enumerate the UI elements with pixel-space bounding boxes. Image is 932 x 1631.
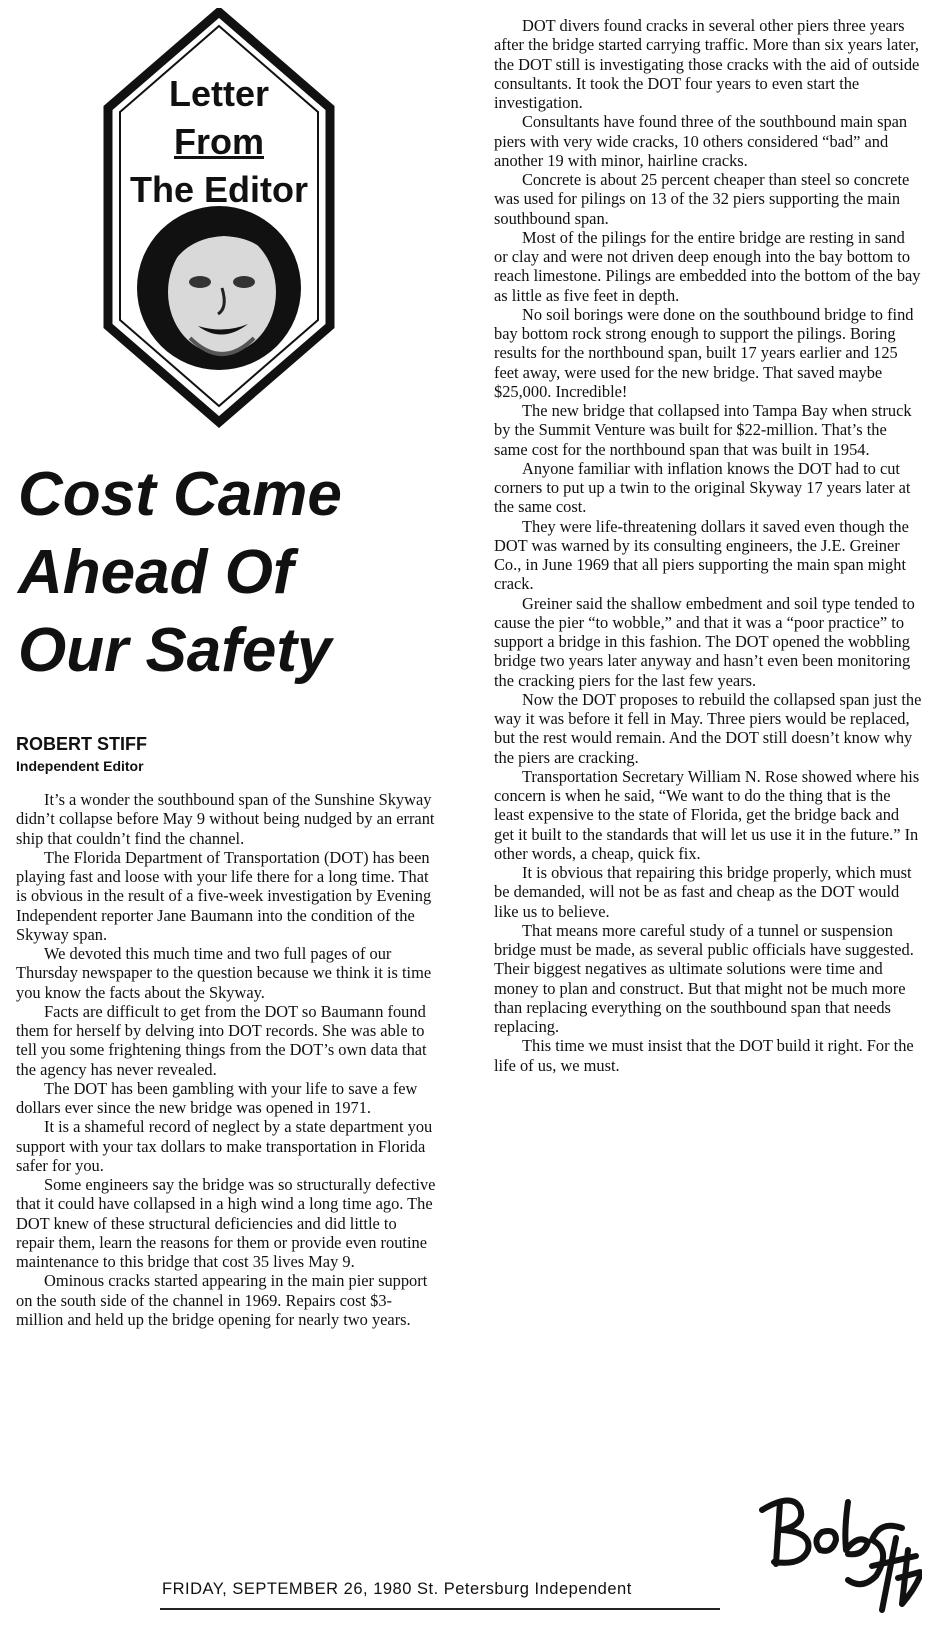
paragraph: That means more careful study of a tunnel or suspension bridge must be made, as several public officials have suggested. Their biggest negatives as ultimate solutions were time and money to plan and construct. But that might not be much more than replacing everything on the southbound span that needs replacing.	[494, 920, 914, 1036]
paragraph: Now the DOT proposes to rebuild the collapsed span just the way it was before it fell in May. Three piers would be replaced, but the rest would remain. And the DOT still doesn’t know why the piers are cracking.	[494, 689, 922, 767]
paragraph: The Florida Department of Transportation (DOT) has been playing fast and loose with your life there for a long time. That is obvious in the result of a five-week investigation by Evening Independent reporter Jane Baumann into the condition of the Skyway span.	[16, 847, 432, 944]
letter-from-editor-badge	[94, 8, 344, 428]
paragraph: This time we must insist that the DOT build it right. For the life of us, we must.	[494, 1036, 914, 1075]
footer-rule	[160, 1608, 720, 1610]
paragraph: Consultants have found three of the southbound main span piers with very wide cracks, 10 others considered “bad” and another 19 with minor, hairline cracks.	[494, 112, 908, 170]
paragraph: They were life-threatening dollars it saved even though the DOT was warned by its consulting engineers, the J.E. Greiner Co., in June 1969 that all piers supporting the main span might crack.	[494, 516, 909, 594]
article-body-right	[494, 16, 922, 1075]
headline	[18, 456, 438, 690]
paragraph: We devoted this much time and two full pages of our Thursday newspaper to the question because we think it is time you know the facts about the Skyway.	[16, 944, 432, 1002]
paragraph: Some engineers say the bridge was so structurally defective that it could have collapsed in a high wind a long time ago. The DOT knew of these structural deficiencies and did little to repair them, learn the reasons for them or provide even routine maintenance to this bridge that cost 35 lives May 9.	[16, 1175, 436, 1271]
badge-line-editor: The Editor	[130, 169, 308, 210]
paragraph: It is a shameful record of neglect by a state department you support with your tax dollars to make transportation in Florida safer for you.	[16, 1117, 433, 1175]
paragraph: Greiner said the shallow embedment and soil type tended to cause the pier “to wobble,” and that it was a “poor practice” to support a bridge in this fashion. The DOT opened the wobbling bridge two years later anyway and hasn’t even been monitoring the cracking piers for the last few years.	[494, 593, 915, 690]
badge-title	[94, 70, 344, 214]
headline-line-2: Ahead Of	[18, 538, 294, 607]
paragraph: DOT divers found cracks in several other piers three years after the bridge started carrying traffic. More than six years later, the DOT still is investigating those cracks with the aid of outside consultants. It took the DOT four years to even start the investigation.	[494, 16, 920, 112]
headline-line-3: Our Safety	[18, 616, 332, 685]
badge-line-letter: Letter	[168, 73, 270, 114]
paragraph: It’s a wonder the southbound span of the Sunshine Skyway didn’t collapse before May 9 without being nudged by an errant ship that couldn’t find the channel.	[16, 790, 435, 848]
headline-line-1: Cost Came	[18, 460, 342, 529]
editor-portrait	[137, 206, 301, 370]
paragraph: Facts are difficult to get from the DOT so Baumann found them for herself by delving into DOT records. She was able to tell you some frightening things from the DOT’s own data that the agency has never revealed.	[16, 1001, 427, 1079]
author-name: ROBERT STIFF	[16, 734, 147, 754]
paragraph: It is obvious that repairing this bridge properly, which must be demanded, will not be as fast and cheap as the DOT would like us to believe.	[494, 863, 912, 921]
paragraph: Concrete is about 25 percent cheaper than steel so concrete was used for pilings on 13 of the 32 piers supporting the main southbound span.	[494, 170, 910, 228]
byline	[16, 732, 426, 776]
paragraph: No soil borings were done on the southbound bridge to find bay bottom rock strong enough to support the pilings. Boring results for the northbound span, built 17 years earlier and 125 feet away, were used for the new bridge. That saved maybe $25,000. Incredible!	[494, 304, 914, 401]
paragraph: Transportation Secretary William N. Rose showed where his concern is when he said, “We want to do the thing that is the least expensive to the state of Florida, get the bridge back and get it built to the standards that will let us use it in the future.” In other words, a cheap, quick fix.	[494, 766, 920, 863]
paragraph: Most of the pilings for the entire bridge are resting in sand or clay and were not driven deep enough into the bay bottom to reach limestone. Pilings are embedded into the bottom of the bay as little as five feet in depth.	[494, 227, 921, 305]
paragraph: The new bridge that collapsed into Tampa Bay when struck by the Summit Venture was built for $22-million. That’s the same cost for the northbound span that was built in 1954.	[494, 401, 912, 459]
author-role: Independent Editor	[16, 758, 144, 774]
paragraph: Ominous cracks started appearing in the main pier support on the south side of the channel in 1969. Repairs cost $3-million and held up the bridge opening for nearly two years.	[16, 1271, 428, 1329]
editor-signature	[752, 1480, 922, 1620]
badge-line-from: From	[174, 121, 264, 162]
article-body-left	[16, 790, 436, 1329]
footer-dateline: FRIDAY, SEPTEMBER 26, 1980 St. Petersburg Independent	[162, 1580, 632, 1598]
paragraph: The DOT has been gambling with your life to save a few dollars ever since the new bridge was opened in 1971.	[16, 1078, 418, 1117]
paragraph: Anyone familiar with inflation knows the DOT had to cut corners to put up a twin to the original Skyway 17 years later at the same cost.	[494, 458, 911, 517]
